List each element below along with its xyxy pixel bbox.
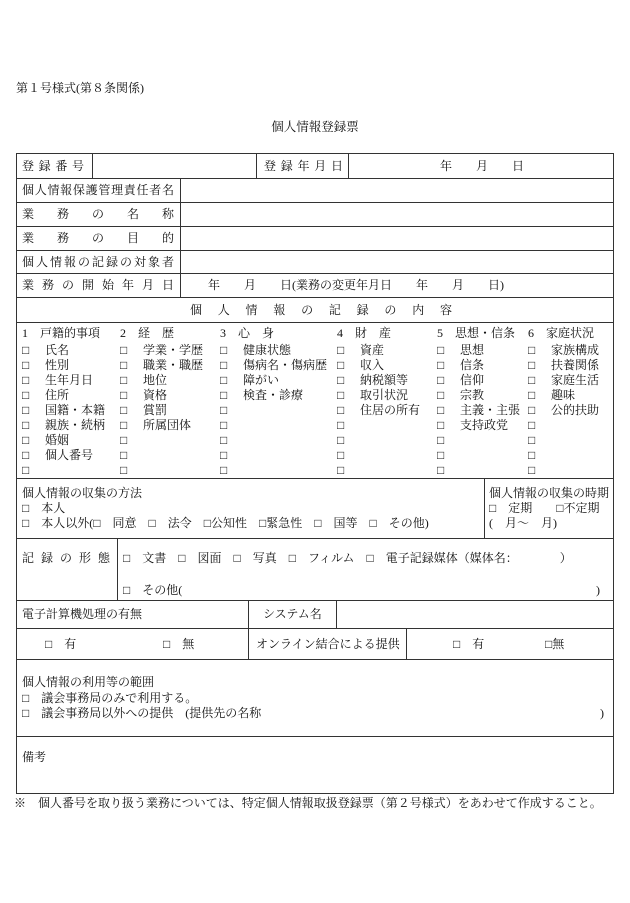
category-item-label: 収入 bbox=[360, 358, 385, 372]
category-item-label: 家庭生活 bbox=[551, 373, 600, 387]
business-purpose-field bbox=[181, 227, 613, 250]
checkbox: □ bbox=[528, 343, 536, 357]
computer-processing-yes: □ 有 bbox=[45, 637, 77, 651]
category-item bbox=[120, 418, 203, 433]
manager-name-field bbox=[181, 179, 613, 202]
category-item bbox=[120, 358, 203, 373]
category-item bbox=[528, 433, 599, 448]
category-item bbox=[437, 388, 520, 403]
category-item bbox=[22, 463, 105, 478]
category-item-label: 職業・職歴 bbox=[143, 358, 204, 372]
category-item-label: 健康状態 bbox=[243, 343, 292, 357]
category-item bbox=[220, 448, 327, 463]
category-item bbox=[220, 418, 327, 433]
checkbox: □ bbox=[22, 448, 30, 462]
collection-timing-options: □ 定期 □不定期 bbox=[489, 501, 600, 515]
category-item bbox=[22, 373, 105, 388]
checkbox: □ bbox=[220, 463, 228, 477]
checkbox: □ bbox=[437, 343, 445, 357]
category-heading: 2 経 歴 bbox=[120, 326, 175, 340]
category-column bbox=[220, 326, 327, 478]
checkbox: □ bbox=[437, 433, 445, 447]
record-contents-heading-cell bbox=[17, 298, 613, 322]
record-categories bbox=[17, 323, 613, 478]
registration-row bbox=[17, 154, 613, 179]
category-item-label: 障がい bbox=[243, 373, 280, 387]
category-item bbox=[22, 433, 105, 448]
system-name-label: システム名 bbox=[249, 601, 337, 628]
checkbox: □ bbox=[337, 373, 345, 387]
checkbox: □ bbox=[22, 373, 30, 387]
category-column bbox=[337, 326, 420, 478]
category-item bbox=[528, 418, 599, 433]
checkbox: □ bbox=[120, 448, 128, 462]
record-subject-label: 個人情報の記録の対象者 bbox=[17, 251, 181, 273]
category-item bbox=[22, 418, 105, 433]
checkbox: □ bbox=[120, 388, 128, 402]
checkbox: □ bbox=[337, 463, 345, 477]
category-item bbox=[220, 433, 327, 448]
category-item bbox=[22, 448, 105, 463]
category-item-label: 賞罰 bbox=[143, 403, 168, 417]
online-provision-label: オンライン結合による提供 bbox=[249, 629, 407, 659]
category-item bbox=[120, 373, 203, 388]
checkbox: □ bbox=[220, 358, 228, 372]
category-column bbox=[528, 326, 599, 478]
category-item bbox=[337, 433, 420, 448]
remarks-cell bbox=[17, 737, 613, 793]
category-column bbox=[437, 326, 520, 478]
category-item-label: 氏名 bbox=[45, 343, 70, 357]
record-contents-heading-row bbox=[17, 298, 613, 323]
collection-method-label: 個人情報の収集の方法 bbox=[22, 486, 143, 500]
registration-sheet bbox=[16, 153, 614, 794]
checkbox: □ bbox=[528, 388, 536, 402]
category-item-label: 住居の所有 bbox=[360, 403, 421, 417]
record-format-label: 記 録 の 形 態 bbox=[17, 539, 118, 600]
category-item-label: 資格 bbox=[143, 388, 168, 402]
category-item-label: 個人番号 bbox=[45, 448, 94, 462]
category-item bbox=[120, 388, 203, 403]
checkbox: □ bbox=[120, 358, 128, 372]
checkbox: □ bbox=[337, 418, 345, 432]
category-item-label: 親族・続柄 bbox=[45, 418, 106, 432]
category-item bbox=[120, 448, 203, 463]
category-item-label: 地位 bbox=[143, 373, 168, 387]
category-item bbox=[437, 418, 520, 433]
business-name-label: 業 務 の 名 称 bbox=[17, 203, 181, 226]
category-item bbox=[528, 373, 599, 388]
category-item-label: 主義・主張 bbox=[460, 403, 521, 417]
category-item bbox=[22, 403, 105, 418]
category-item bbox=[337, 358, 420, 373]
category-item-label: 資産 bbox=[360, 343, 385, 357]
business-start-row bbox=[17, 274, 613, 298]
category-item bbox=[220, 343, 327, 358]
category-heading: 1 戸籍的事項 bbox=[22, 326, 101, 340]
computer-processing-row bbox=[17, 601, 613, 629]
checkbox: □ bbox=[120, 418, 128, 432]
computer-processing-label: 電子計算機処理の有無 bbox=[17, 601, 249, 628]
checkbox: □ bbox=[22, 403, 30, 417]
category-item bbox=[337, 463, 420, 478]
registration-date-field: 年 月 日 bbox=[440, 159, 525, 173]
category-item-label: 取引状況 bbox=[360, 388, 409, 402]
business-start-label: 業 務 の 開 始 年 月 日 bbox=[17, 274, 181, 297]
category-item-label: 信条 bbox=[460, 358, 485, 372]
checkbox: □ bbox=[437, 448, 445, 462]
record-format-other-open: □ その他( bbox=[123, 583, 183, 597]
checkbox: □ bbox=[437, 403, 445, 417]
category-item bbox=[528, 448, 599, 463]
checkbox: □ bbox=[437, 418, 445, 432]
checkbox: □ bbox=[120, 463, 128, 477]
checkbox: □ bbox=[528, 403, 536, 417]
collection-method-self: □ 本人 bbox=[22, 501, 66, 515]
category-item bbox=[120, 403, 203, 418]
usage-scope-label: 個人情報の利用等の範囲 bbox=[22, 675, 155, 689]
online-provision-choice bbox=[407, 629, 613, 659]
checkbox: □ bbox=[528, 358, 536, 372]
checkbox: □ bbox=[22, 463, 30, 477]
record-subject-row bbox=[17, 251, 613, 274]
collection-timing-cell bbox=[485, 479, 613, 538]
record-contents-heading: 個 人 情 報 の 記 録 の 内 容 bbox=[190, 303, 452, 317]
checkbox: □ bbox=[22, 343, 30, 357]
checkbox: □ bbox=[437, 463, 445, 477]
category-item-label: 婚姻 bbox=[45, 433, 70, 447]
category-item bbox=[337, 448, 420, 463]
category-item bbox=[220, 403, 327, 418]
checkbox: □ bbox=[437, 388, 445, 402]
record-format-line2 bbox=[123, 583, 613, 598]
checkbox: □ bbox=[528, 448, 536, 462]
record-format-other-close: ) bbox=[596, 583, 600, 597]
usage-scope-row bbox=[17, 660, 613, 737]
record-format-row bbox=[17, 539, 613, 601]
checkbox: □ bbox=[120, 373, 128, 387]
category-item bbox=[528, 343, 599, 358]
checkbox: □ bbox=[220, 373, 228, 387]
remarks-row bbox=[17, 737, 613, 794]
business-purpose-label: 業 務 の 目 的 bbox=[17, 227, 181, 250]
system-name-field bbox=[337, 601, 613, 628]
online-provision-no: □無 bbox=[545, 637, 565, 651]
category-item-label: 扶養関係 bbox=[551, 358, 600, 372]
category-item bbox=[437, 358, 520, 373]
category-item bbox=[22, 343, 105, 358]
footnote: ※ 個人番号を取り扱う業務については、特定個人情報取扱登録票（第２号様式）をあわせて作成すること。 bbox=[14, 796, 602, 810]
category-item bbox=[120, 463, 203, 478]
checkbox: □ bbox=[22, 433, 30, 447]
online-provision-yes: □ 有 bbox=[453, 637, 485, 651]
category-item-label: 性別 bbox=[45, 358, 70, 372]
business-purpose-row bbox=[17, 227, 613, 251]
category-heading: 4 財 産 bbox=[337, 326, 392, 340]
category-item-label: 納税額等 bbox=[360, 373, 409, 387]
category-item bbox=[337, 388, 420, 403]
category-item bbox=[120, 343, 203, 358]
business-name-field bbox=[181, 203, 613, 226]
checkbox: □ bbox=[220, 388, 228, 402]
category-item bbox=[337, 373, 420, 388]
category-item-label: 支持政党 bbox=[460, 418, 509, 432]
usage-scope-internal: □ 議会事務局のみで利用する。 bbox=[22, 690, 198, 705]
category-item-label: 趣味 bbox=[551, 388, 576, 402]
collection-row bbox=[17, 479, 613, 539]
collection-method-other: □ 本人以外(□ 同意 □ 法令 □公知性 □緊急性 □ 国等 □ その他) bbox=[22, 516, 429, 530]
category-item bbox=[220, 373, 327, 388]
category-item-label: 傷病名・傷病歴 bbox=[243, 358, 328, 372]
category-item bbox=[528, 403, 599, 418]
category-item bbox=[437, 463, 520, 478]
checkbox: □ bbox=[528, 418, 536, 432]
category-item-label: 検査・診療 bbox=[243, 388, 304, 402]
checkbox: □ bbox=[437, 358, 445, 372]
business-name-row bbox=[17, 203, 613, 227]
category-item bbox=[437, 343, 520, 358]
registration-number-field bbox=[93, 154, 257, 178]
record-subject-field bbox=[181, 251, 613, 273]
computer-processing-no: □ 無 bbox=[163, 637, 195, 651]
record-format-line1: □ 文書 □ 図面 □ 写真 □ フィルム □ 電子記録媒体（媒体名： ） bbox=[123, 551, 572, 565]
category-item bbox=[528, 388, 599, 403]
category-item bbox=[220, 388, 327, 403]
checkbox: □ bbox=[120, 403, 128, 417]
category-column bbox=[22, 326, 105, 478]
record-categories-row bbox=[17, 323, 613, 479]
category-item bbox=[22, 388, 105, 403]
category-item-label: 所属団体 bbox=[143, 418, 192, 432]
checkbox: □ bbox=[220, 418, 228, 432]
checkbox: □ bbox=[337, 358, 345, 372]
category-column bbox=[120, 326, 203, 478]
checkbox: □ bbox=[337, 388, 345, 402]
checkbox: □ bbox=[337, 403, 345, 417]
record-format-options bbox=[118, 539, 613, 600]
category-item-label: 宗教 bbox=[460, 388, 485, 402]
checkbox: □ bbox=[220, 433, 228, 447]
checkbox: □ bbox=[528, 463, 536, 477]
checkbox: □ bbox=[337, 433, 345, 447]
category-item-label: 家族構成 bbox=[551, 343, 600, 357]
category-item bbox=[437, 403, 520, 418]
checkbox: □ bbox=[437, 373, 445, 387]
manager-row bbox=[17, 179, 613, 203]
checkbox: □ bbox=[528, 433, 536, 447]
category-item bbox=[337, 343, 420, 358]
usage-scope-external bbox=[22, 706, 604, 722]
checkbox: □ bbox=[22, 358, 30, 372]
form-title: 個人情報登録票 bbox=[271, 120, 359, 134]
collection-timing-period: ( 月～ 月) bbox=[489, 516, 557, 530]
checkbox: □ bbox=[337, 448, 345, 462]
collection-timing-label: 個人情報の収集の時期 bbox=[489, 486, 610, 500]
category-item-label: 国籍・本籍 bbox=[45, 403, 106, 417]
category-item-label: 住所 bbox=[45, 388, 70, 402]
category-heading: 5 思想・信条 bbox=[437, 326, 516, 340]
registration-date-label: 登 録 年 月 日 bbox=[257, 154, 349, 178]
category-item bbox=[437, 448, 520, 463]
checkbox: □ bbox=[337, 343, 345, 357]
usage-scope-external-open: □ 議会事務局以外への提供 (提供先の名称 bbox=[22, 706, 262, 720]
checkbox: □ bbox=[22, 418, 30, 432]
usage-scope-cell bbox=[17, 660, 613, 736]
form-number: 第１号様式(第８条関係) bbox=[16, 81, 144, 95]
category-heading: 6 家庭状況 bbox=[528, 326, 595, 340]
category-item bbox=[220, 463, 327, 478]
category-item-label: 公的扶助 bbox=[551, 403, 600, 417]
business-start-field: 年 月 日(業務の変更年月日 年 月 日) bbox=[208, 278, 504, 292]
manager-name-label: 個人情報保護管理責任者名 bbox=[17, 179, 181, 202]
category-heading: 3 心 身 bbox=[220, 326, 275, 340]
category-item bbox=[22, 358, 105, 373]
category-item bbox=[437, 433, 520, 448]
checkbox: □ bbox=[220, 343, 228, 357]
checkbox: □ bbox=[120, 343, 128, 357]
category-item bbox=[120, 433, 203, 448]
category-item bbox=[437, 373, 520, 388]
registration-number-label: 登 録 番 号 bbox=[17, 154, 93, 178]
category-item-label: 生年月日 bbox=[45, 373, 94, 387]
online-provision-row bbox=[17, 629, 613, 660]
category-item bbox=[528, 358, 599, 373]
collection-method-cell bbox=[17, 479, 485, 538]
remarks-label: 備考 bbox=[22, 750, 47, 764]
checkbox: □ bbox=[528, 373, 536, 387]
checkbox: □ bbox=[220, 448, 228, 462]
checkbox: □ bbox=[220, 403, 228, 417]
checkbox: □ bbox=[22, 388, 30, 402]
category-item-label: 学業・学歴 bbox=[143, 343, 204, 357]
computer-processing-choice bbox=[17, 629, 249, 659]
category-item-label: 思想 bbox=[460, 343, 485, 357]
category-item bbox=[337, 418, 420, 433]
usage-scope-external-close: ) bbox=[600, 706, 604, 720]
category-item bbox=[528, 463, 599, 478]
category-item-label: 信仰 bbox=[460, 373, 485, 387]
category-item bbox=[220, 358, 327, 373]
checkbox: □ bbox=[120, 433, 128, 447]
category-item bbox=[337, 403, 420, 418]
